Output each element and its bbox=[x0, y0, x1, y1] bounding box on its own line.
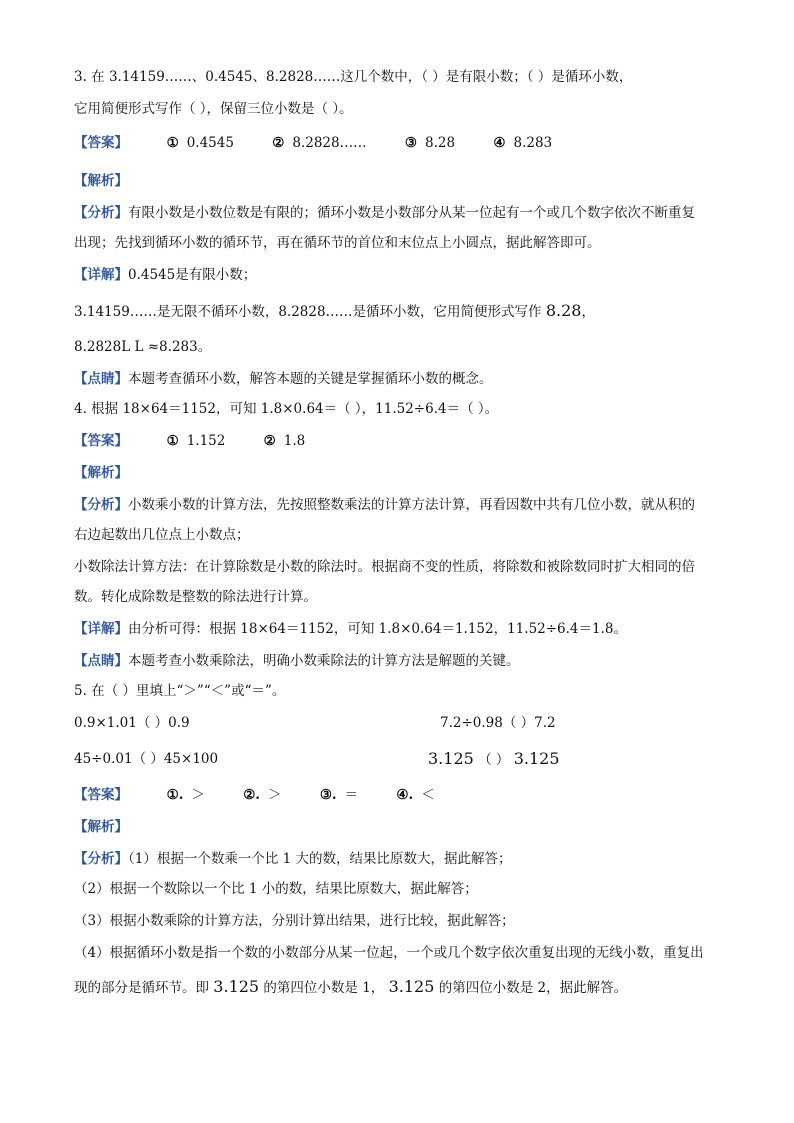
analysis-tag: 【解析】 bbox=[74, 819, 128, 835]
q4-fenxi-3: 小数除法计算方法：在计算除数是小数的除法时。根据商不变的性质，将除数和被除数同时扩大相同的倍 bbox=[74, 559, 695, 575]
answer-item: ②. ＞ bbox=[243, 787, 282, 803]
analysis-tag: 【解析】 bbox=[74, 465, 128, 481]
q4-fenxi-4: 数。转化成除数是整数的除法进行计算。 bbox=[74, 589, 317, 605]
q5-fenxi-5: 现的部分是循环节。即 3.125 的第四位小数是 1， 3.125 的第四位小数是 2，据此解答。 bbox=[74, 977, 628, 996]
q5-row2-right: 3.125 （ ） 3.125 bbox=[428, 749, 560, 768]
recurring-decimal: 8.28 bbox=[545, 301, 582, 320]
q3-xiangjie-1: 【详解】0.4545是有限小数； bbox=[74, 267, 257, 283]
q4-stem: 4. 根据 18×64＝1152，可知 1.8×0.64＝（ ），11.52÷6.4＝（ ）。 bbox=[74, 401, 499, 417]
answer-item: ④ 8.283 bbox=[493, 135, 553, 151]
answer-tag: 【答案】 bbox=[74, 433, 128, 449]
answer-item: ④. ＜ bbox=[396, 787, 435, 803]
q3-xiangjie-2: 3.14159……是无限不循环小数，8.2828……是循环小数，它用简便形式写作 8.28， bbox=[74, 301, 595, 320]
recurring-decimal: 3.125 bbox=[513, 749, 560, 768]
recurring-decimal: 3.125 bbox=[213, 977, 260, 996]
q4-xiangjie: 【详解】由分析可得：根据 18×64＝1152，可知 1.8×0.64＝1.152，11.52÷6.4＝1.8。 bbox=[74, 621, 627, 637]
q4-dianjing: 【点睛】本题考查小数乘除法，明确小数乘除法的计算方法是解题的关键。 bbox=[74, 653, 520, 669]
q3-stem-line1: 3. 在 3.14159……、0.4545、8.2828……这几个数中，（ ）是有限小数；（ ）是循环小数， bbox=[74, 69, 633, 85]
q3-xiangjie-3: 8.2828L L ≈8.283。 bbox=[74, 339, 212, 355]
q5-fenxi-2: （2）根据一个数除以一个比 1 小的数，结果比原数大，据此解答； bbox=[74, 881, 478, 897]
answer-item: ② 1.8 bbox=[263, 433, 306, 449]
q5-fenxi-4: （4）根据循环小数是指一个数的小数部分从某一位起，一个或几个数字依次重复出现的无线小数，重复出 bbox=[74, 945, 704, 961]
recurring-decimal: 3.125 bbox=[388, 977, 435, 996]
q5-row1: 0.9×1.01（ ）0.9 bbox=[74, 715, 190, 731]
q4-fenxi-2: 右边起数出几位点上小数点； bbox=[74, 527, 250, 543]
answer-item: ①. ＞ bbox=[166, 787, 205, 803]
q3-fenxi-2: 出现；先找到循环小数的循环节，再在循环节的首位和末位点上小圆点，据此解答即可。 bbox=[74, 235, 601, 251]
answer-tag: 【答案】 bbox=[74, 135, 128, 151]
q3-fenxi-1: 【分析】有限小数是小数位数是有限的；循环小数是小数部分从某一位起有一个或几个数字依次不断重复 bbox=[74, 205, 695, 221]
recurring-decimal: 3.125 bbox=[428, 749, 474, 768]
answer-item: ③ 8.28 bbox=[404, 135, 456, 151]
answer-item: ② 8.2828…… bbox=[272, 135, 367, 151]
q3-answer-row bbox=[74, 134, 586, 152]
q5-answer-row bbox=[74, 786, 469, 804]
q4-fenxi-1: 【分析】小数乘小数的计算方法，先按照整数乘法的计算方法计算，再看因数中共有几位小数，就从积的 bbox=[74, 497, 695, 513]
q3-dianjing: 【点睛】本题考查循环小数，解答本题的关键是掌握循环小数的概念。 bbox=[74, 371, 493, 387]
answer-item: ① 0.4545 bbox=[166, 135, 234, 151]
q5-fenxi-3: （3）根据小数乘除的计算方法，分别计算出结果，进行比较，据此解答； bbox=[74, 913, 515, 929]
answer-tag: 【答案】 bbox=[74, 787, 128, 803]
q5-row1-right: 7.2÷0.98（ ）7.2 bbox=[440, 715, 556, 731]
q5-stem: 5. 在（ ）里填上“＞”“＜”或“＝”。 bbox=[74, 683, 286, 699]
q5-fenxi-1: 【分析】（1）根据一个数乘一个比 1 大的数，结果比原数大，据此解答； bbox=[74, 851, 512, 867]
analysis-tag: 【解析】 bbox=[74, 173, 128, 189]
answer-item: ③. ＝ bbox=[319, 787, 359, 803]
answer-item: ① 1.152 bbox=[166, 433, 226, 449]
q3-stem-line2: 它用简便形式写作（ ），保留三位小数是（ ）。 bbox=[74, 101, 353, 117]
q4-answer-row bbox=[74, 432, 339, 450]
q5-row2: 45÷0.01（ ）45×100 bbox=[74, 751, 219, 767]
